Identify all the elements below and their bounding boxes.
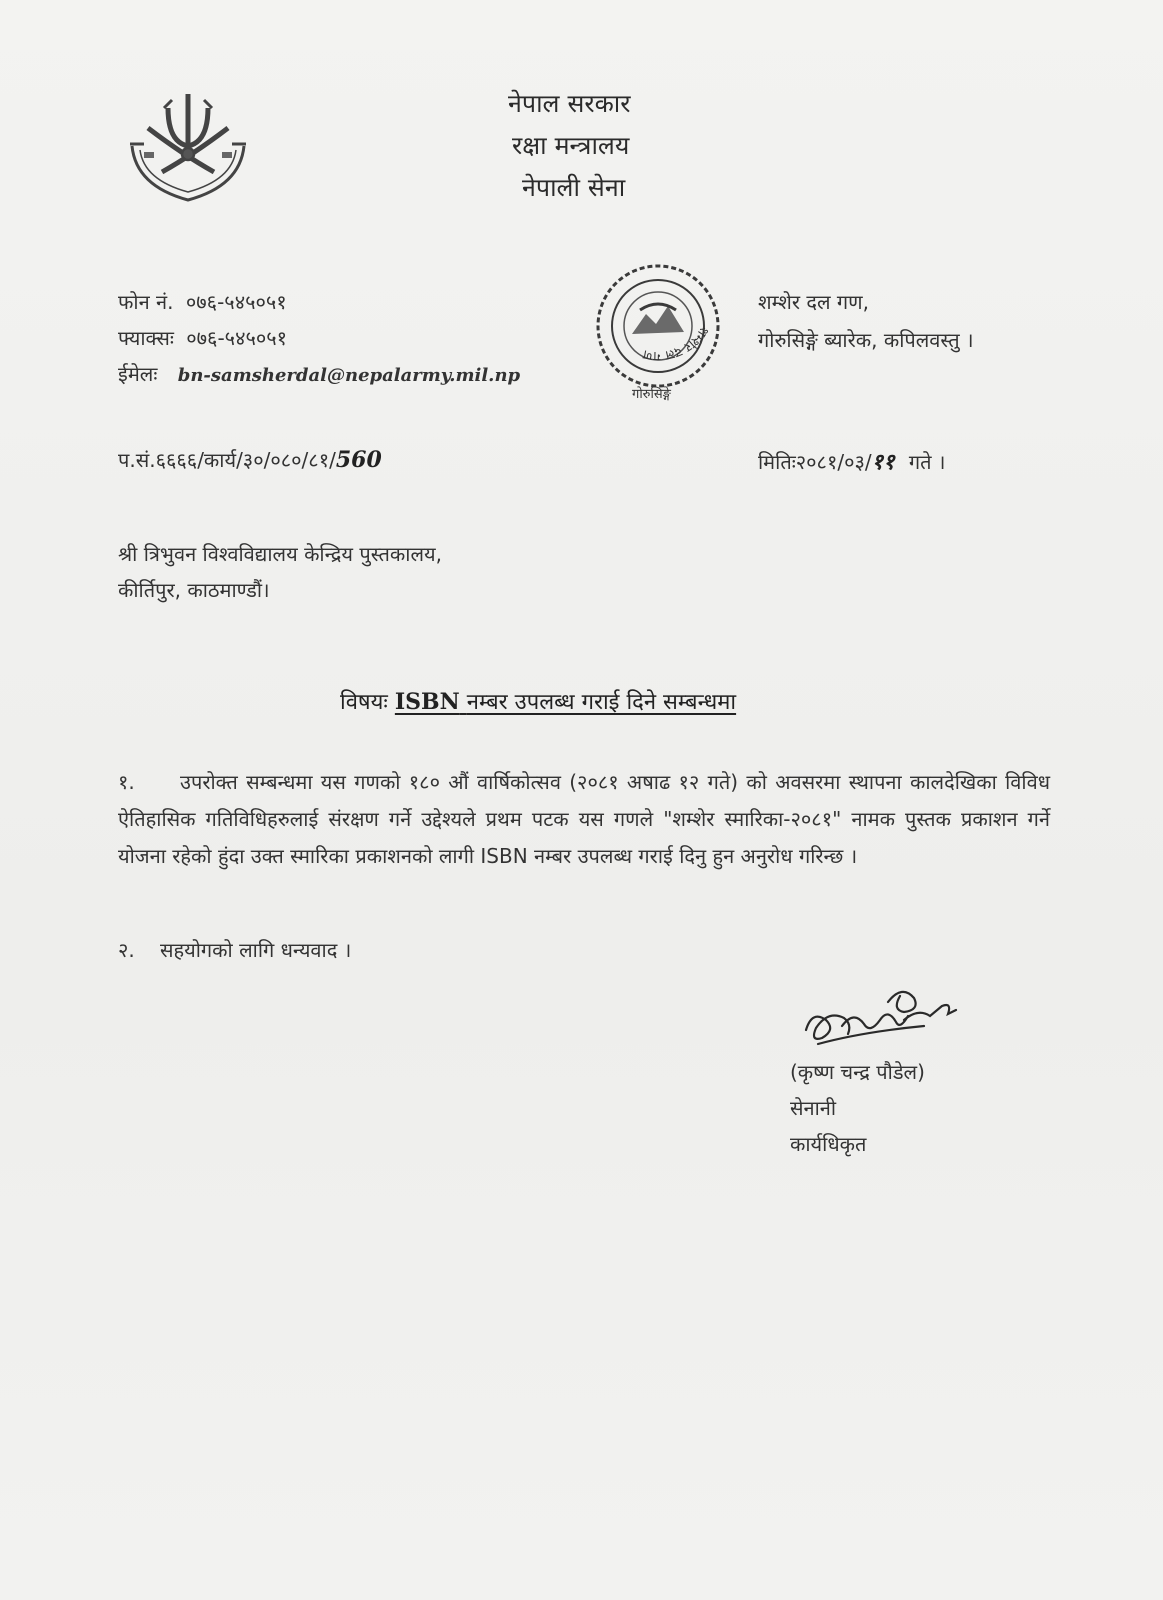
stamp-text-top: शम्शेर दल गण [642, 323, 712, 364]
stamp-text-bottom: गोरुसिङ्गे [632, 387, 671, 402]
signatory-designation: कार्यधिकृत [790, 1132, 867, 1156]
phone-number: ०७६-५४५०५१ [185, 290, 287, 314]
office-name: शम्शेर दल गण, [758, 290, 869, 314]
email-address: bn-samsherdal@nepalarmy.mil.np [177, 365, 521, 386]
fax-label: फ्याक्सः [118, 326, 174, 350]
header-line-army: नेपाली सेना [522, 173, 626, 202]
handwritten-signature [792, 980, 972, 1060]
recipient-line-2: कीर्तिपुर, काठमाण्डौं। [118, 578, 270, 602]
subject-text [395, 690, 736, 715]
signatory-rank: सेनानी [790, 1096, 837, 1120]
subject-description: नम्बर उपलब्ध गराई दिने सम्बन्धमा [466, 690, 737, 715]
email-line [118, 360, 520, 387]
reference-number [118, 446, 382, 473]
paragraph-1 [118, 764, 1050, 875]
date-handwritten-day: ११ [871, 449, 895, 475]
subject-label: विषयः [340, 690, 388, 715]
paragraph-2 [118, 936, 351, 963]
recipient-line-1: श्री त्रिभुवन विश्वविद्यालय केन्द्रिय पुस्तकालय, [118, 542, 442, 566]
phone-label: फोन नं. [118, 290, 174, 314]
email-label: ईमेलः [118, 362, 158, 386]
office-stamp [588, 244, 728, 408]
paragraph-2-text: सहयोगको लागि धन्यवाद । [160, 938, 352, 962]
paragraph-1-text: उपरोक्त सम्बन्धमा यस गणको १८० औं वार्षिकोत्सव (२०८१ अषाढ १२ गते) को अवसरमा स्थापना कालदेखिका विविध ऐतिहासिक गतिविधिहरुलाई संरक्षण गर्ने उद्देश्यले प्रथम पटक यस गणले "शम्शेर स्मारिका-२०८१" नामक पुस्तक प्रकाशन गर्ने योजना रहेको हुंदा उक्त स्मारिका प्रकाशनको लागी ISBN नम्बर उपलब्ध गराई दिनु हुन अनुरोध गरिन्छ । [118, 770, 1050, 868]
fax-number: ०७६-५४५०५१ [186, 326, 288, 350]
office-address: गोरुसिङ्गे ब्यारेक, कपिलवस्तु । [758, 328, 974, 352]
header-line-government: नेपाल सरकार [508, 89, 631, 118]
reference-handwritten-number: 560 [335, 447, 382, 473]
phone-line [118, 288, 287, 315]
date-prefix: मितिः२०८१/०३/ [758, 450, 872, 474]
date-suffix: गते । [908, 450, 946, 474]
reference-prefix: प.सं.६६६६/कार्य/३०/०८०/८१/ [118, 448, 336, 472]
fax-line [118, 324, 287, 351]
nepal-army-emblem [122, 88, 254, 206]
date-line [758, 446, 946, 476]
paragraph-1-number: १. [118, 770, 135, 794]
signatory-name: (कृष्ण चन्द्र पौडेल) [790, 1060, 925, 1084]
paragraph-2-number: २. [118, 938, 135, 962]
subject-line [340, 686, 736, 716]
header-line-ministry: रक्षा मन्त्रालय [512, 131, 630, 160]
subject-isbn: ISBN [394, 689, 460, 715]
